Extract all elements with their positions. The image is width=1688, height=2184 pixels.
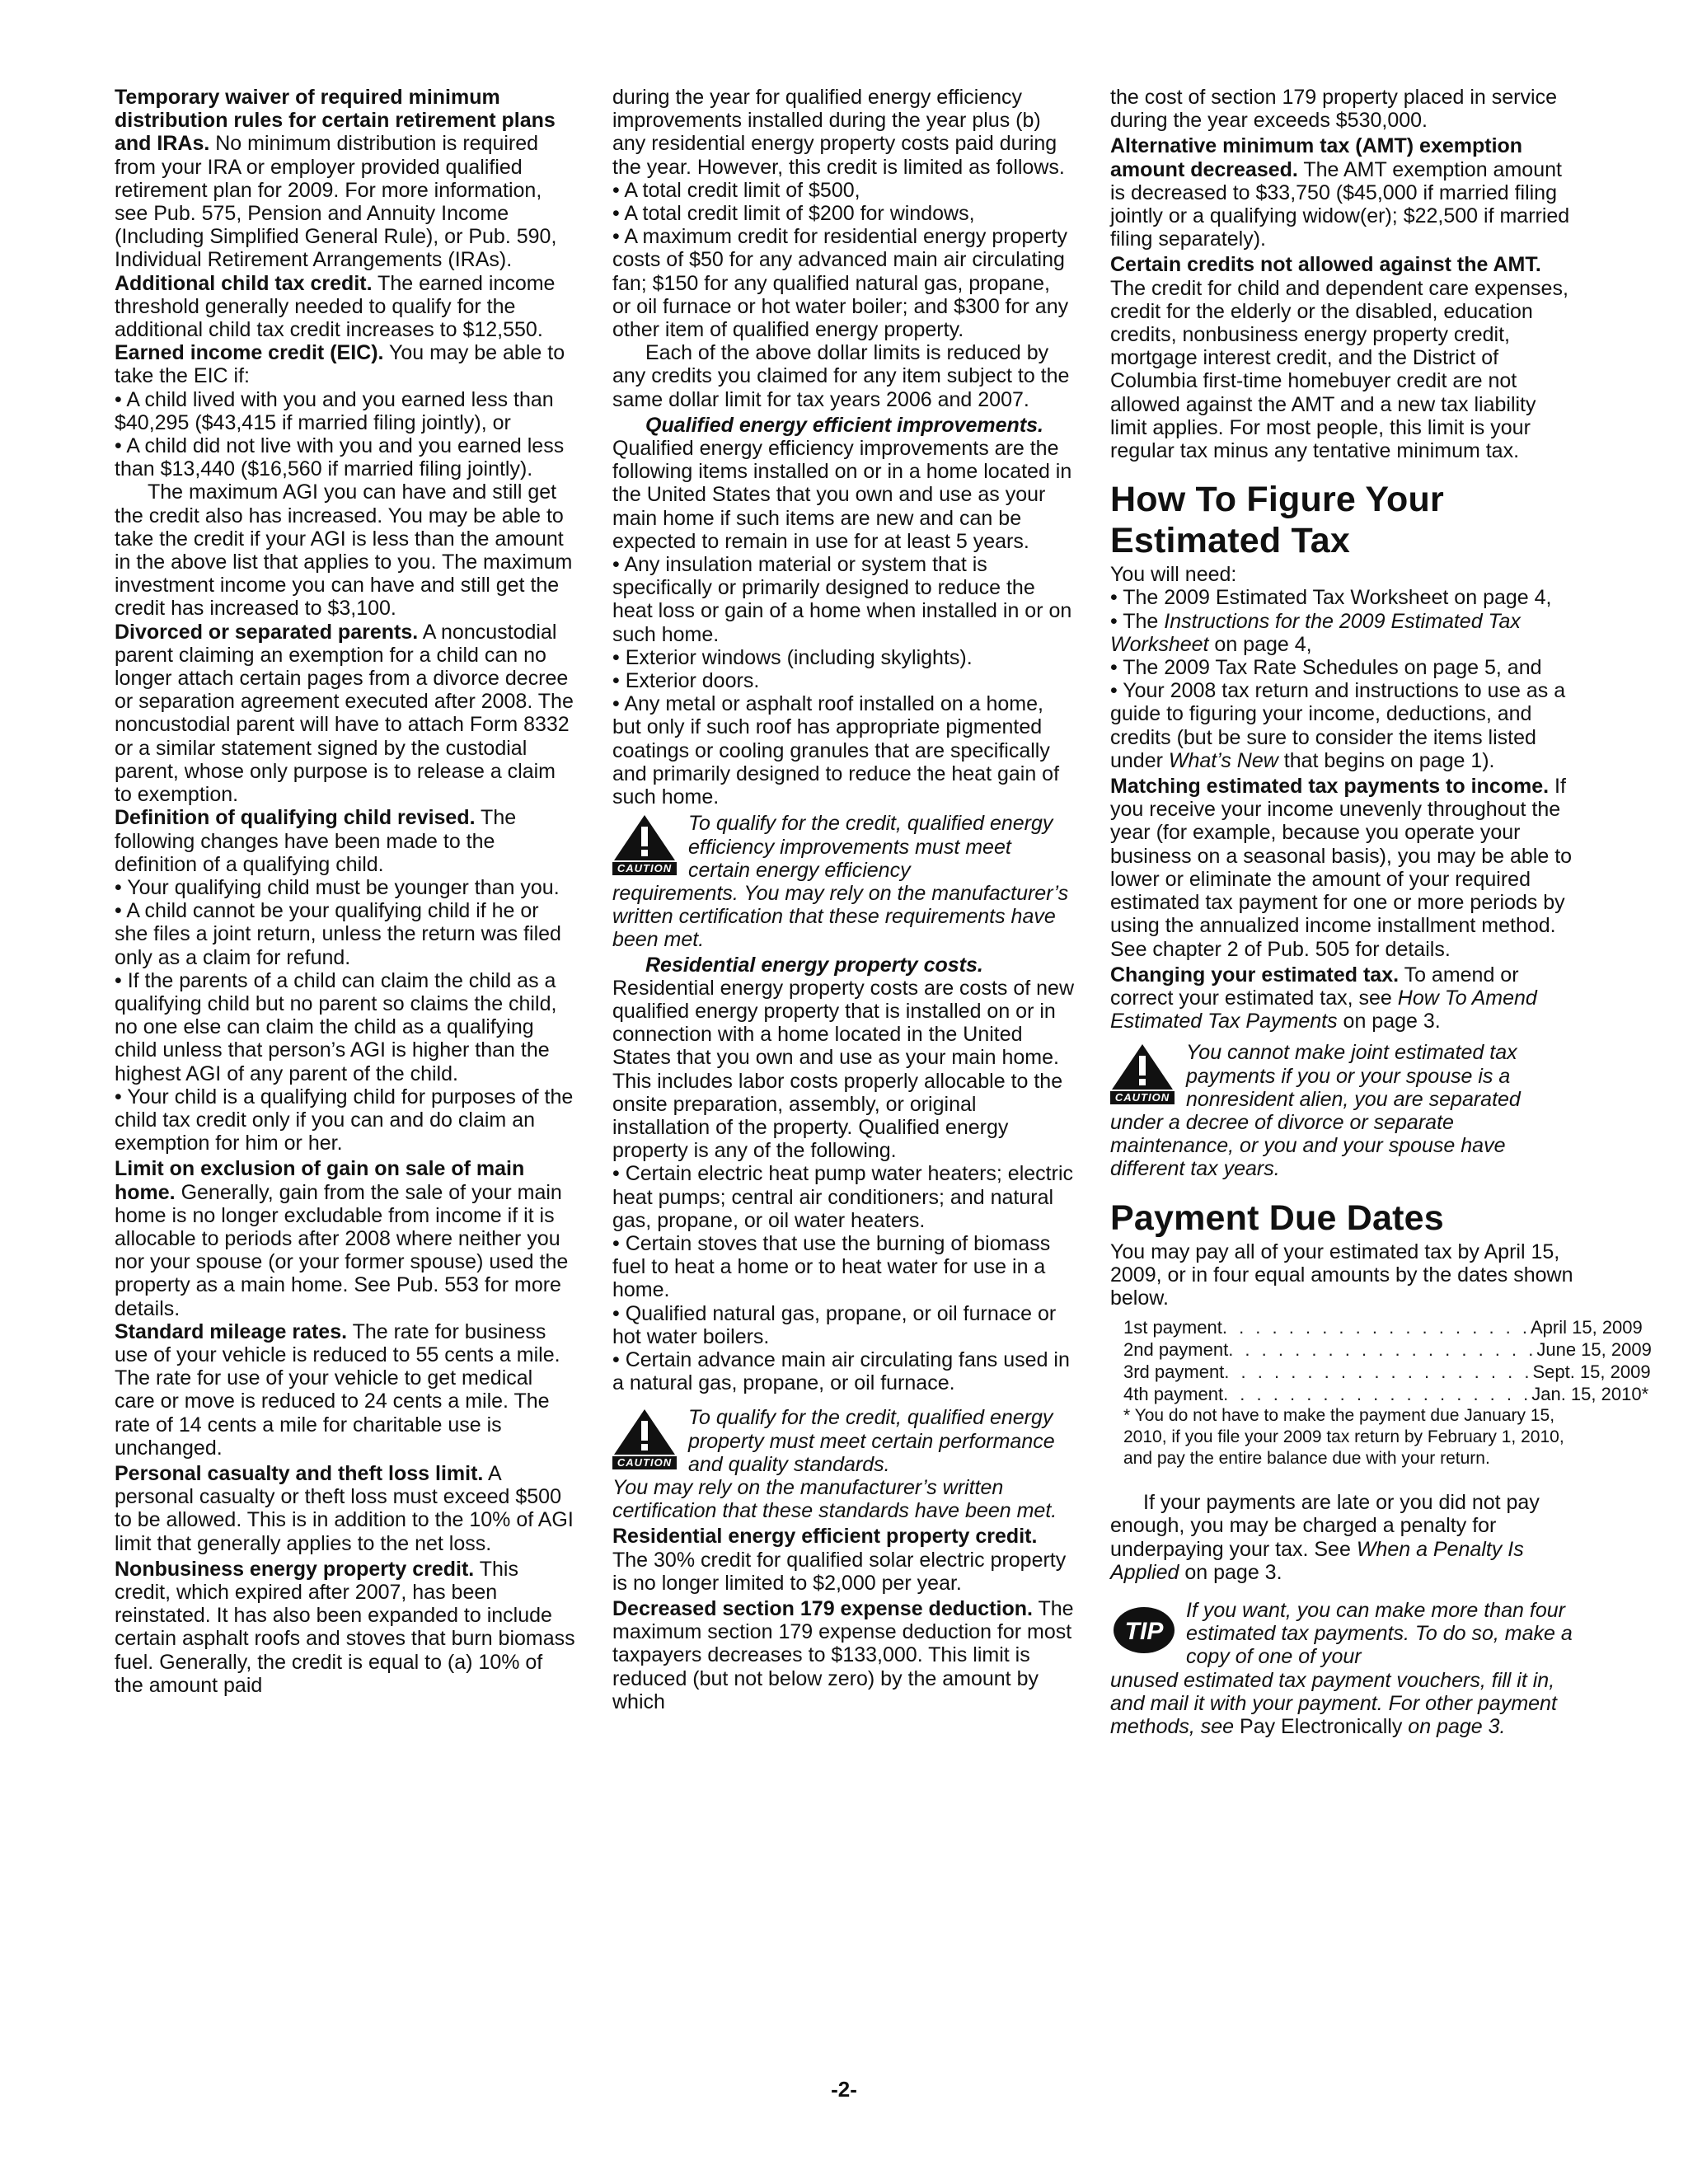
heading-residential-efficient: Residential energy efficient property credit.	[612, 1525, 1038, 1549]
list-item	[1110, 679, 1576, 772]
text-changing-ref: How To Amend Estimated Tax Payments	[1110, 986, 1537, 1033]
list-item-text: • The	[1110, 609, 1165, 633]
text-residential-costs: Residential energy property costs are costs of new qualified energy property that is installed on or in connection with a home located in the United States that you own and use as your main home. This includes labor costs properly allocable to the onsite preparation, assembly, or original installation of the property. Qualified energy property is any of the following.	[612, 976, 1074, 1163]
page-number: -2-	[831, 2077, 857, 2102]
schedule-leader: . . . . . . . . . . . . . . . . . . .	[1221, 1317, 1531, 1338]
caution-text: You cannot make joint estimated tax payments if you or your spouse is a nonresident alien, you are separated	[1186, 1041, 1521, 1111]
schedule-date: April 15, 2009	[1531, 1317, 1643, 1338]
caution-label: CAUTION	[612, 1456, 677, 1469]
paragraph-rmd-waiver	[115, 86, 576, 272]
schedule-date: Sept. 15, 2009	[1532, 1361, 1651, 1383]
text-you-will-need: You will need:	[1110, 563, 1237, 587]
schedule-leader: . . . . . . . . . . . . . . . . . . .	[1224, 1361, 1533, 1383]
heading-rmd-waiver: Temporary waiver of required minimum distribution rules for certain retirement plans and IRAs.	[115, 86, 556, 156]
heading-section-179: Decreased section 179 expense deduction.	[612, 1597, 1033, 1620]
list-item: • Any insulation material or system that is specifically or primarily designed to reduce the heat loss or gain of a home when installed in or on such home.	[612, 553, 1072, 646]
caution-label: CAUTION	[612, 862, 677, 875]
column-3	[1110, 86, 1652, 1738]
paragraph-divorced	[115, 621, 576, 807]
text-mileage: The rate for business use of your vehicle is reduced to 55 cents a mile. The rate for use of your vehicle to get medical care or move is reduced to 24 cents a mile. The rate of 14 cents a mile for charitable use is unchanged.	[115, 1319, 560, 1460]
list-item: • A child cannot be your qualifying child if he or she files a joint return, unless the return was filed only as a claim for refund.	[115, 899, 561, 969]
text-actc: The earned income threshold generally needed to qualify for the additional child tax credit increases to $12,550.	[115, 271, 556, 342]
caution-text-cont: requirements. You may rely on the manufacturer’s written certification that these requirements have been met.	[612, 881, 1069, 952]
list-item: • Qualified natural gas, propane, or oil furnace or hot water boilers.	[612, 1301, 1057, 1348]
paragraph-credits-amt	[1110, 253, 1576, 462]
heading-matching: Matching estimated tax payments to income.	[1110, 775, 1550, 799]
tip-icon	[1112, 1605, 1176, 1655]
paragraph-section-179	[612, 1597, 1074, 1713]
list-item: • A child lived with you and you earned less than $40,295 ($43,415 if married filing jointly), or	[115, 387, 554, 434]
paragraph-residential-costs	[612, 954, 1074, 1163]
schedule-label: 2nd payment	[1123, 1339, 1229, 1361]
list-item: • A maximum credit for residential energy property costs of $50 for any advanced main air circulating fan; $150 for any qualified natural gas, propane, or oil furnace or hot water boiler; and $300 for any other item of qualified energy property.	[612, 225, 1069, 342]
tip-text: on page 3.	[1402, 1714, 1506, 1738]
tip-text-cont	[1110, 1669, 1576, 1739]
list-item-text: on page 4,	[1208, 632, 1312, 656]
paragraph-limits-reduced: Each of the above dollar limits is reduced by any credits you claimed for any item subject to the same dollar limit for tax years 2006 and 2007.	[612, 341, 1070, 411]
tip-ref: Pay Electronically	[1240, 1714, 1403, 1738]
list-item: • Exterior windows (including skylights).	[612, 645, 973, 669]
list-item: • The 2009 Estimated Tax Worksheet on page 4,	[1110, 586, 1552, 610]
text-changing: To amend or correct your estimated tax, see	[1110, 963, 1519, 1010]
heading-eic: Earned income credit (EIC).	[115, 341, 384, 365]
payment-schedule	[1123, 1316, 1652, 1405]
paragraph-changing	[1110, 963, 1576, 1033]
paragraph-section-179-cont: the cost of section 179 property placed in service during the year exceeds $530,000.	[1110, 86, 1557, 133]
schedule-label: 4th payment	[1123, 1384, 1224, 1405]
list-item: • Your qualifying child must be younger than you.	[115, 875, 560, 899]
paragraph-main-home	[115, 1157, 576, 1319]
heading-credits-amt: Certain credits not allowed against the AMT.	[1110, 253, 1541, 277]
heading-casualty: Personal casualty and theft loss limit.	[115, 1461, 484, 1485]
heading-amt: Alternative minimum tax (AMT) exemption amount decreased.	[1110, 134, 1523, 181]
caution-text-cont: You may rely on the manufacturer’s written certification that these standards have been met.	[612, 1475, 1057, 1523]
schedule-row	[1123, 1361, 1651, 1383]
list-item: • A total credit limit of $200 for windows,	[612, 202, 975, 226]
text-qualifying-child: The following changes have been made to the definition of a qualifying child.	[115, 806, 517, 876]
heading-qualified-improvements: Qualified energy efficient improvements.	[645, 413, 1044, 437]
heading-residential-costs: Residential energy property costs.	[645, 953, 983, 977]
paragraph-qualified-improvements	[612, 414, 1074, 553]
heading-qualifying-child: Definition of qualifying child revised.	[115, 806, 476, 830]
list-item: • A total credit limit of $500,	[612, 178, 860, 202]
schedule-row	[1123, 1338, 1652, 1361]
heading-actc: Additional child tax credit.	[115, 271, 373, 295]
caution-icon	[1110, 1043, 1175, 1104]
paragraph-eic	[115, 341, 576, 387]
list-item: • The 2009 Tax Rate Schedules on page 5, and	[1110, 656, 1542, 680]
list-item: • Your child is a qualifying child for purposes of the child tax credit only if you can and do claim an exemption for him or her.	[115, 1085, 574, 1155]
list-item: • Certain stoves that use the burning of biomass fuel to heat a home or to heat water for use in a home.	[612, 1231, 1051, 1302]
paragraph-matching	[1110, 775, 1576, 961]
list-item: • Exterior doors.	[612, 669, 760, 693]
heading-divorced: Divorced or separated parents.	[115, 620, 419, 644]
caution-text-cont: under a decree of divorce or separate maintenance, or you and your spouse have different tax years.	[1110, 1110, 1506, 1181]
paragraph-eic-agi: The maximum AGI you can have and still get the credit also has increased. You may be able to take the credit if your AGI is less than the amount in the above list that applies to you. The maximum investment income you can have and still get the credit has increased to $3,100.	[115, 480, 573, 621]
caution-label: CAUTION	[1110, 1091, 1175, 1104]
list-item: • A child did not live with you and you earned less than $13,440 ($16,560 if married filing jointly).	[115, 434, 565, 481]
tip-text: If you want, you can make more than four estimated tax payments. To do so, make a copy of one of your	[1186, 1598, 1573, 1669]
heading-changing: Changing your estimated tax.	[1110, 963, 1400, 987]
paragraph-actc	[115, 272, 576, 342]
list-item: • Any metal or asphalt roof installed on a home, but only if such roof has appropriate pigmented coatings or cooling granules that are specifically and primarily designed to reduce the heat gain of such home.	[612, 692, 1060, 809]
paragraph-nonbusiness-energy	[115, 1558, 576, 1697]
schedule-date: June 15, 2009	[1536, 1339, 1652, 1361]
schedule-row	[1123, 1316, 1643, 1338]
text-nonbusiness-energy: This credit, which expired after 2007, has been reinstated. It has also been expanded to include certain asphalt roofs and stoves that burn biomass fuel. Generally, the credit is equal to (a) 10% of the amount paid	[115, 1557, 575, 1697]
text-rmd-waiver: No minimum distribution is required from your IRA or employer provided qualified retirement plan for 2009. For more information, see Pub. 575, Pension and Annuity Income (Including Simplified General Rule), or Pub. 590, Individual Retirement Arrangements (IRAs).	[115, 132, 557, 272]
text-late-payments: If your payments are late or you did not pay enough, you may be charged a penalty for underpaying your tax. See	[1110, 1491, 1540, 1561]
text-late-ref: When a Penalty Is Applied	[1110, 1537, 1524, 1584]
text-section-179: The maximum section 179 expense deduction for most taxpayers decreases to $133,000. This limit is reduced (but not below zero) by the amount by which	[612, 1597, 1074, 1713]
list-item: • Certain advance main air circulating fans used in a natural gas, propane, or oil furnace.	[612, 1347, 1070, 1395]
tip-text: unused estimated tax payment vouchers, fill it in, and mail it with your payment. For other payment methods, see	[1110, 1668, 1557, 1738]
text-matching: If you receive your income unevenly throughout the year (for example, because you operate your business on a seasonal basis), you may be able to lower or eliminate the amount of your required estimated tax payment for one or more periods by using the annualized income installment method. See chapter 2 of Pub. 505 for details.	[1110, 775, 1573, 961]
schedule-footnote: * You do not have to make the payment due January 15, 2010, if you file your 2009 tax return by February 1, 2010, and pay the entire balance due with your return.	[1123, 1406, 1564, 1469]
caution-text: To qualify for the credit, qualified energy property must meet certain performance and quality standards.	[688, 1406, 1055, 1476]
paragraph-residential-efficient	[612, 1525, 1074, 1595]
paragraph-mileage	[115, 1320, 576, 1460]
paragraph-casualty	[115, 1462, 576, 1555]
list-item	[1110, 610, 1576, 656]
heading-main-home: Limit on exclusion of gain on sale of main home.	[115, 1157, 525, 1204]
tip-label: TIP	[1124, 1617, 1164, 1645]
list-item: • If the parents of a child can claim the child as a qualifying child but no parent so claims the child, no one else can claim the child as a qualifying child unless that person’s AGI is higher than the highest AGI of any parent of the child.	[115, 968, 557, 1085]
paragraph-late-payments	[1110, 1491, 1576, 1584]
list-item-text: that begins on page 1).	[1278, 748, 1495, 772]
list-item-ref: What’s New	[1168, 748, 1278, 772]
heading-nonbusiness-energy: Nonbusiness energy property credit.	[115, 1557, 475, 1581]
column-1	[115, 86, 576, 1697]
paragraph-amt	[1110, 134, 1576, 251]
text-qualified-improvements: Qualified energy efficiency improvements are the following items installed on or in a home located in the United States that you own and use as your main home if such items are new and can be expected to remain in use for at least 5 years.	[612, 437, 1072, 553]
schedule-row	[1123, 1383, 1649, 1405]
text-casualty: A personal casualty or theft loss must exceed $500 to be allowed. This is in addition to the 10% of AGI limit that generally applies to the net loss.	[115, 1461, 574, 1555]
schedule-date: Jan. 15, 2010*	[1531, 1384, 1649, 1405]
text-main-home: Generally, gain from the sale of your main home is no longer excludable from income if it is allocable to periods after 2008 where neither you nor your spouse (or your former spouse) used the property as a main home. See Pub. 553 for more details.	[115, 1180, 569, 1320]
caution-icon	[612, 1408, 677, 1469]
column-2	[612, 86, 1074, 1713]
text-credits-amt: The credit for child and dependent care expenses, credit for the elderly or the disabled, education credits, nonbusiness energy property credit, mortgage interest credit, and the District of Columbia first-time homebuyer credit are not allowed against the AMT and a new tax liability limit applies. For most people, this limit is your regular tax minus any tentative minimum tax.	[1110, 276, 1568, 463]
list-item-text: • Your 2008 tax return and instructions to use as a guide to figuring your income, deductions, and credits (but be sure to consider the items listed under	[1110, 679, 1566, 772]
caution-text: To qualify for the credit, qualified energy efficiency improvements must meet certain energy efficiency	[688, 812, 1053, 882]
heading-mileage: Standard mileage rates.	[115, 1319, 348, 1343]
paragraph-qualifying-child	[115, 806, 576, 876]
paragraph-credit-limits: during the year for qualified energy efficiency improvements installed during the year plus (b) any residential energy property costs paid during the year. However, this credit is limited as follows.	[612, 86, 1065, 179]
text-late-payments: on page 3.	[1179, 1560, 1282, 1584]
list-item: • Certain electric heat pump water heaters; electric heat pumps; central air conditioners; and natural gas, propane, or oil water heaters.	[612, 1162, 1073, 1232]
text-eic: You may be able to take the EIC if:	[115, 341, 565, 388]
text-changing: on page 3.	[1337, 1010, 1441, 1033]
section-heading-due-dates: Payment Due Dates	[1110, 1197, 1444, 1238]
list-item-ref: Instructions for the 2009 Estimated Tax Worksheet	[1110, 609, 1521, 656]
schedule-label: 1st payment	[1123, 1317, 1222, 1338]
schedule-leader: . . . . . . . . . . . . . . . . . . .	[1228, 1339, 1537, 1361]
caution-note-3	[1110, 1041, 1576, 1180]
caution-note-1	[612, 812, 1074, 951]
caution-note-2	[612, 1406, 1074, 1522]
text-divorced: A noncustodial parent claiming an exemption for a child can no longer attach certain pages from a divorce decree or separation agreement executed after 2008. The noncustodial parent will have to attach Form 8332 or a similar statement signed by the custodial parent, whose only purpose is to release a claim to exemption.	[115, 620, 574, 807]
text-residential-efficient: The 30% credit for qualified solar electric property is no longer limited to $2,000 per year.	[612, 1548, 1067, 1595]
tip-note	[1110, 1599, 1576, 1738]
caution-icon	[612, 813, 677, 875]
section-heading-figure-tax: How To Figure Your Estimated Tax	[1110, 480, 1444, 561]
schedule-leader: . . . . . . . . . . . . . . . . . . .	[1223, 1384, 1532, 1405]
paragraph-due-dates: You may pay all of your estimated tax by April 15, 2009, or in four equal amounts by the dates shown below.	[1110, 1240, 1573, 1310]
text-amt: The AMT exemption amount is decreased to $33,750 ($45,000 if married filing jointly or a qualifying widow(er); $22,500 if married filing separately).	[1110, 157, 1570, 251]
schedule-label: 3rd payment	[1123, 1361, 1225, 1383]
